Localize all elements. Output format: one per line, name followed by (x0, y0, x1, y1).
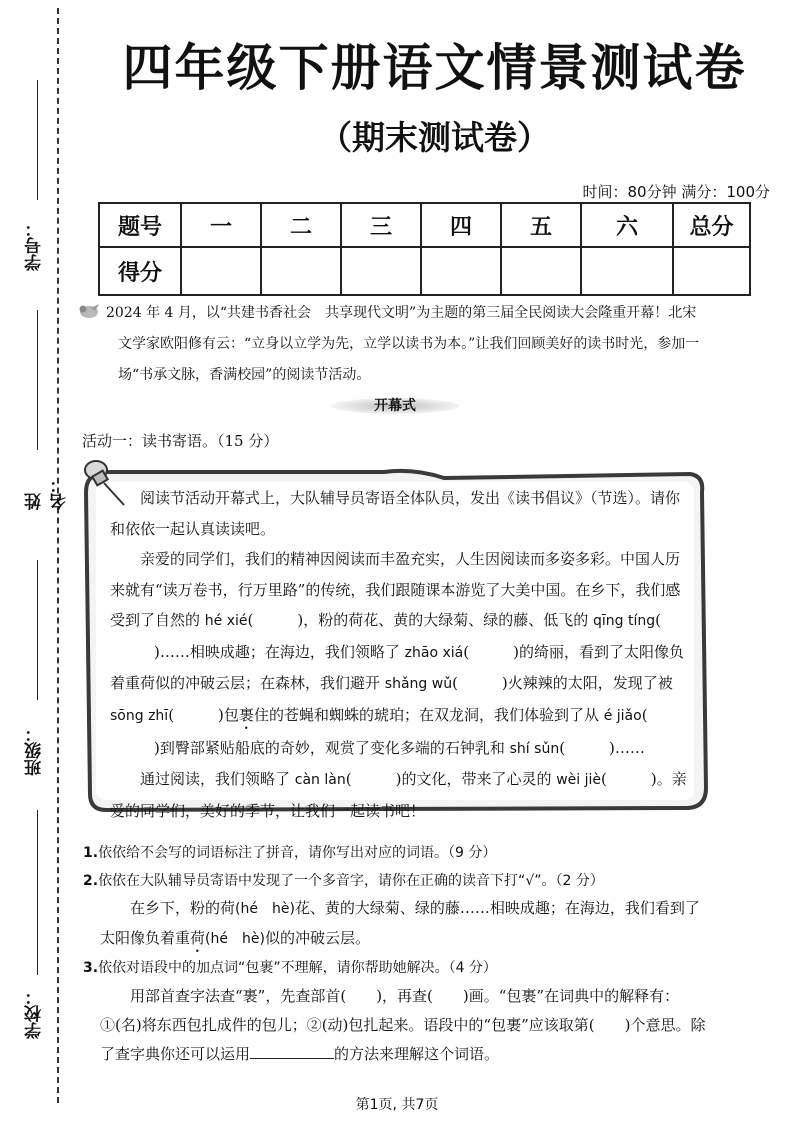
pinyin-prompt: qīng tíng (593, 613, 656, 629)
question-2-body: 在乡下，粉的荷(hé hè)花、黄的大绿菊、绿的藤……相映成趣；在海边，我们看到了太阳像负着重荷(hé hè)似的冲破云层。 (100, 899, 700, 947)
school-label: 学校： (25, 988, 45, 1039)
intro-line-1: 2024 年 4 月，以“共建书香社会 共享现代文明”为主题的第三届全民阅读大会隆重开幕！北宋 (106, 305, 697, 321)
pinyin-prompt: càn làn (294, 772, 346, 788)
score-input-cell[interactable] (673, 247, 750, 295)
score-header-cell: 一 (181, 203, 261, 247)
pinyin-prompt: hé xié (204, 613, 248, 629)
class-label: 班级： (25, 725, 45, 776)
student-number-label: 学号： (25, 220, 45, 271)
name-field[interactable] (18, 310, 70, 510)
pinyin-prompt: sōng zhī (110, 707, 169, 724)
name-label: 姓名： (25, 476, 70, 510)
score-input-cell[interactable] (181, 247, 261, 295)
page-footer: 第1页, 共7页 (355, 1097, 439, 1113)
class-field[interactable] (18, 560, 48, 790)
score-header-cell: 五 (501, 203, 581, 247)
activity-points: （15 分） (217, 432, 279, 450)
exam-title: 四年级下册语文情景测试卷 (122, 39, 747, 97)
emphasized-char: 裹 (238, 705, 254, 724)
question-2: 2.依依在大队辅导员寄语中发现了一个多音字，请你在正确的读音下打“√”。（2 分） (83, 873, 604, 889)
score-input-cell[interactable] (581, 247, 673, 295)
passage-text (110, 483, 690, 826)
reading-options[interactable]: (hé hè) (235, 901, 295, 917)
reading-options[interactable]: (hé hè) (205, 931, 265, 947)
section-ribbon (330, 394, 460, 416)
question-1: 1.依依给不会写的词语标注了拼音，请你写出对应的词语。（9 分） (83, 845, 497, 861)
score-header-cell: 三 (341, 203, 421, 247)
score-header-cell: 四 (421, 203, 501, 247)
score-table (98, 202, 751, 296)
pinyin-prompt: zhāo xiá (404, 644, 464, 661)
score-input-cell[interactable] (501, 247, 581, 295)
bird-icon (78, 302, 100, 320)
score-row-label: 得分 (99, 247, 181, 295)
answer-underline[interactable] (250, 1044, 334, 1059)
score-header-cell: 二 (261, 203, 341, 247)
student-number-field[interactable] (18, 80, 48, 280)
section-ribbon-label: 开幕式 (374, 398, 416, 414)
intro-paragraph (78, 298, 718, 391)
question-3: 3.依依对语段中的加点词“包裹”不理解，请你帮助她解决。（4 分） (83, 960, 497, 976)
activity-title (82, 430, 278, 451)
score-input-cell[interactable] (421, 247, 501, 295)
time-info: 时间：80分钟 满分：100分 (582, 183, 770, 201)
passage-paragraph-1: 阅读节活动开幕式上，大队辅导员寄语全体队员，发出《读书倡议》（节选）。请你和依依一起认真读读吧。 (110, 489, 681, 538)
intro-line-2: 文学家欧阳修有云：“立身以立学为先，立学以读书为本。”让我们回顾美好的读书时光，参加一 (118, 336, 700, 352)
score-input-cell[interactable] (341, 247, 421, 295)
score-header-cell: 六 (581, 203, 673, 247)
activity-title-text: 活动一：读书寄语。 (82, 432, 218, 450)
binding-dashed-line (57, 8, 59, 1103)
passage-paragraph-3: 通过阅读，我们领略了 càn làn( )的文化，带来了心灵的 wèi jiè( )。亲爱的同学们，美好的季节，让我们一起读书吧！ (110, 770, 687, 820)
exam-subtitle: （期末测试卷） (319, 118, 550, 157)
score-input-cell[interactable] (261, 247, 341, 295)
passage-paragraph-2: 亲爱的同学们，我们的精神因阅读而丰盈充实，人生因阅读而多姿多彩。中国人历来就有“读万卷书，行万里路”的传统，我们跟随课本游览了大美中国。在乡下，我们感受到了自然的 hé xié( )，粉的荷花、黄的大绿菊、绿的藤、低飞的 qīng tíng()……相映成趣；在海边，我们领略了 zhāo xiá( )的绮丽，看到了太阳像负着重荷似的冲破云层；在森林，我们避开 shǎng wǔ( )火辣辣的太阳，发现了被 sōng zhī( )包裹住的苍蝇和蜘蛛的琥珀；在双龙洞，我们体验到了从 é jiǎo()到臀部紧贴船底的奇妙，观赏了变化多端的石钟乳和 shí sǔn( )…… (110, 550, 684, 757)
pinyin-prompt: shí sǔn (509, 740, 560, 757)
pinyin-prompt: é jiǎo (603, 707, 642, 724)
score-header-cell: 题号 (99, 203, 181, 247)
intro-line-3: 场“书承文脉，香满校园”的阅读节活动。 (118, 367, 371, 383)
question-3-body: 用部首查字法查“裹”，先查部首( )，再查( )画。“包裹”在词典中的解释有：①(名)将东西包扎成件的包儿；②(动)包扎起来。语段中的“包裹”应该取第( )个意思。除了查字典你还可以运用 的方法来理解这个词语。 (100, 987, 706, 1063)
score-header-cell: 总分 (673, 203, 750, 247)
emphasized-char: 荷 (190, 929, 206, 947)
pinyin-prompt: shǎng wǔ (384, 676, 453, 692)
school-field[interactable] (18, 810, 48, 1040)
pinyin-prompt: wèi jiè (556, 772, 602, 788)
